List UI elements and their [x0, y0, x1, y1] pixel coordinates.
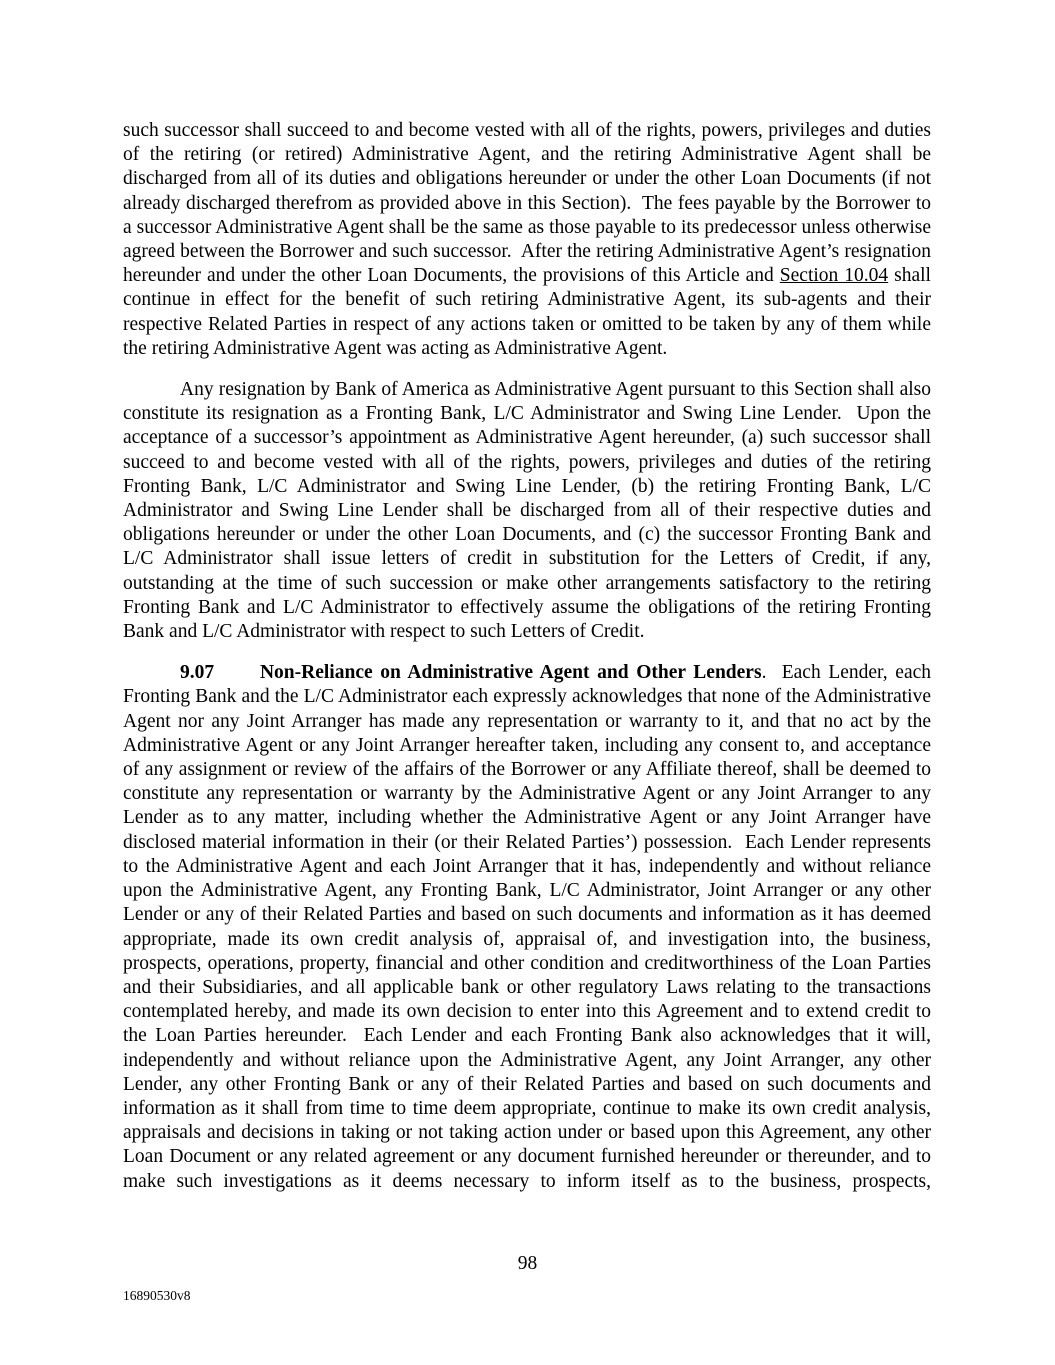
page-number: 98 [517, 1253, 538, 1274]
section-heading: 9.07 Non-Reliance on Administrative Agent and Other Lenders [180, 662, 762, 684]
paragraph-9-07-non-reliance [123, 661, 931, 1193]
body-text: such successor shall succeed to and become vested with all of the rights, powers, privileges and duties of the retiring (or retired) Administrative Agent, and the retiring Administrative Agent shall be discharged from all of its duties and obligations hereunder or under the other Loan Documents (if not already discharged therefrom as provided above in this Section). The fees payable by the Borrower to a successor Administrative Agent shall be the same as those payable to its predecessor unless otherwise agreed between the Borrower and such successor. After the retiring Administrative Agent’s resignation hereunder and under the other Loan Documents, the provisions of this Article and [123, 120, 931, 287]
body-text: . Each Lender, each Fronting Bank and the L/C Administrator each expressly acknowledges that none of the Administrative Agent nor any Joint Arranger has made any representation or warranty to it, and that no act by the Administrative Agent or any Joint Arranger hereafter taken, including any consent to, and acceptance of any assignment or review of the affairs of the Borrower or any Affiliate thereof, shall be deemed to constitute any representation or warranty by the Administrative Agent or any Joint Arranger to any Lender as to any matter, including whether the Administrative Agent or any Joint Arranger have disclosed material information in their (or their Related Parties’) possession. Each Lender represents to the Administrative Agent and each Joint Arranger that it has, independently and without reliance upon the Administrative Agent, any Fronting Bank, L/C Administrator, Joint Arranger or any other Lender or any of their Related Parties and based on such documents and information as it has deemed appropriate, made its own credit analysis of, appraisal of, and investigation into, the business, prospects, operations, property, financial and other condition and creditworthiness of the Loan Parties and their Subsidiaries, and all applicable bank or other regulatory Laws relating to the transactions contemplated hereby, and made its own decision to enter into this Agreement and to extend credit to the Loan Parties hereunder. Each Lender and each Fronting Bank also acknowledges that it will, independently and without reliance upon the Administrative Agent, any Joint Arranger, any other Lender, any other Fronting Bank or any of their Related Parties and based on such documents and information as it shall from time to time deem appropriate, continue to make its own credit analysis, appraisals and decisions in taking or not taking action under or based upon this Agreement, any other Loan Document or any related agreement or any document furnished hereunder or thereunder, and to make such investigations as it deems necessary to inform itself as to the business, prospects, [123, 662, 931, 1192]
body-text: Any resignation by Bank of America as Administrative Agent pursuant to this Section shall also constitute its resignation as a Fronting Bank, L/C Administrator and Swing Line Lender. Upon the acceptance of a successor’s appointment as Administrative Agent hereunder, (a) such successor shall succeed to and become vested with all of the rights, powers, privileges and duties of the retiring Fronting Bank, L/C Administrator and Swing Line Lender, (b) the retiring Fronting Bank, L/C Administrator and Swing Line Lender shall be discharged from all of their respective duties and obligations hereunder or under the other Loan Documents, and (c) the successor Fronting Bank and L/C Administrator shall issue letters of credit in substitution for the Letters of Credit, if any, outstanding at the time of such succession or make other arrangements satisfactory to the retiring Fronting Bank and L/C Administrator to effectively assume the obligations of the retiring Fronting Bank and L/C Administrator with respect to such Letters of Credit. [123, 379, 931, 643]
body-text: shall continue in effect for the benefit of such retiring Administrative Agent, its sub-agents and their respective Related Parties in respect of any actions taken or omitted to be taken by any of them while the retiring Administrative Agent was acting as Administrative Agent. [123, 265, 931, 359]
paragraph-resignation [123, 378, 931, 644]
paragraph-successor-continuation [123, 119, 931, 361]
document-body [123, 119, 931, 1211]
document-id: 16890530v8 [123, 1288, 191, 1303]
section-reference: Section 10.04 [779, 265, 889, 287]
